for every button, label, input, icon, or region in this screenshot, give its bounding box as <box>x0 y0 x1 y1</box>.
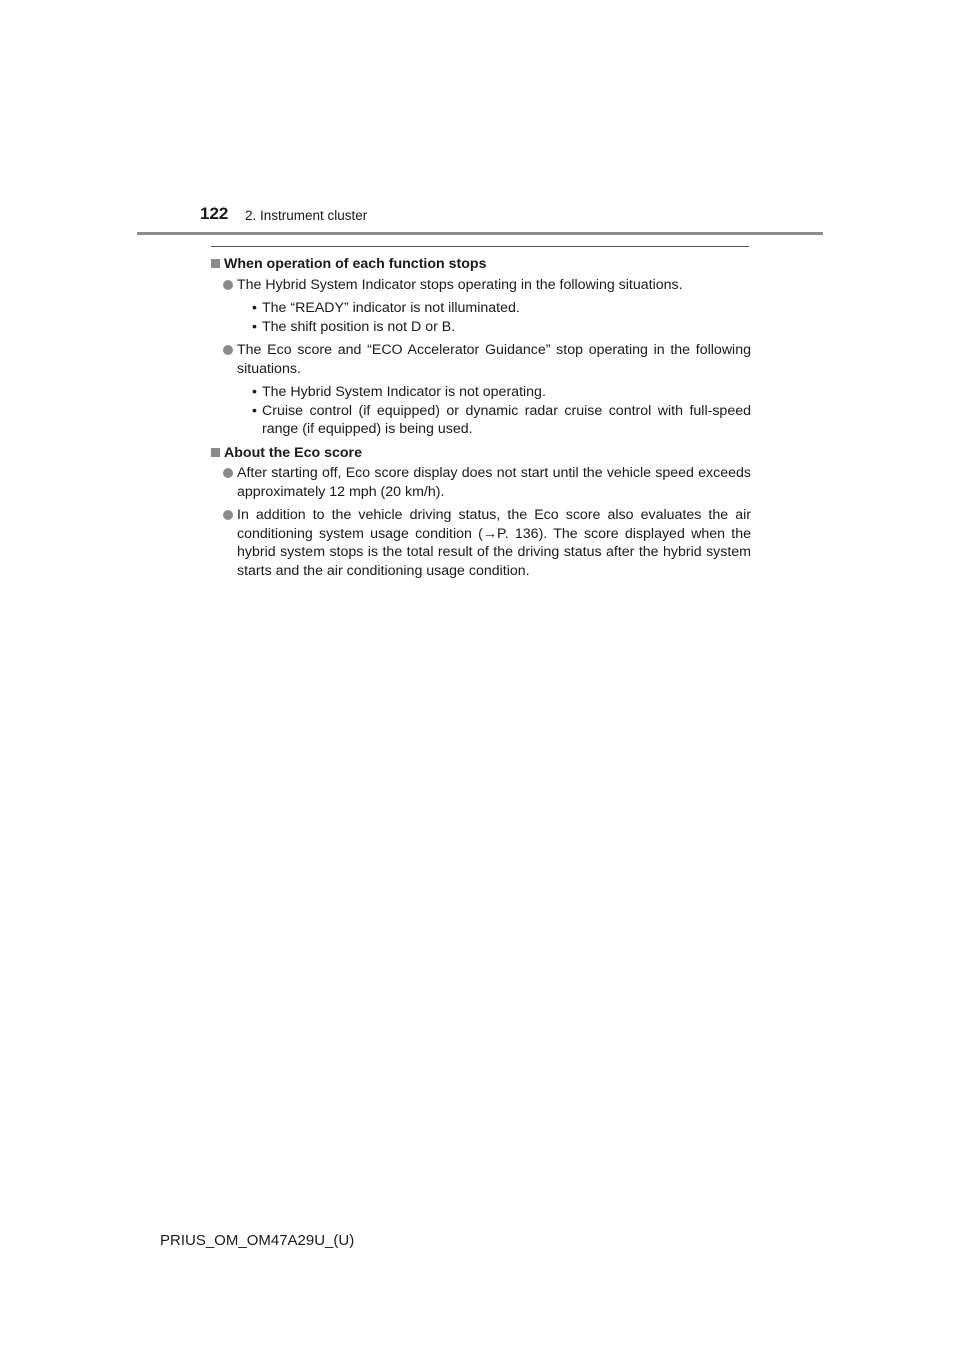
sub-list-item-text: The shift position is not D or B. <box>262 318 456 335</box>
sub-list-item-text: Cruise control (if equipped) or dynamic radar cruise control with full-speed range (if equipped) is being used. <box>262 402 751 437</box>
header-rule <box>137 232 823 235</box>
section-heading <box>211 444 751 463</box>
list-item-text: After starting off, Eco score display does not start until the vehicle speed exceeds approximately 12 mph (20 km/h). <box>237 465 751 500</box>
square-bullet-icon <box>211 448 220 457</box>
dot-marker-icon: • <box>252 402 257 419</box>
dot-marker-icon: • <box>252 384 257 400</box>
sub-list-item-text: The Hybrid System Indicator is not operating. <box>262 384 546 400</box>
circle-bullet-icon <box>223 345 233 355</box>
list-item-text: The Hybrid System Indicator stops operating in the following situations. <box>237 276 683 293</box>
page-number: 122 <box>200 204 229 223</box>
content-body <box>211 255 751 585</box>
document-code: PRIUS_OM_OM47A29U_(U) <box>160 1232 355 1249</box>
dot-marker-icon: • <box>252 318 257 335</box>
dot-marker-icon: • <box>252 300 257 316</box>
sub-list-item <box>211 299 751 318</box>
square-bullet-icon <box>211 259 220 268</box>
section-heading-text: When operation of each function stops <box>224 256 487 272</box>
list-item-text: The Eco score and “ECO Accelerator Guidance” stop operating in the following situations. <box>237 342 751 377</box>
sub-list-item <box>211 318 751 337</box>
section-heading <box>211 255 751 274</box>
section-heading-text: About the Eco score <box>224 444 362 461</box>
list-item <box>211 341 751 378</box>
circle-bullet-icon <box>223 280 233 290</box>
section-title: 2. Instrument cluster <box>245 208 368 223</box>
list-item <box>211 464 751 501</box>
content-rule <box>211 246 749 247</box>
list-item <box>211 506 751 580</box>
circle-bullet-icon <box>223 468 233 478</box>
list-item <box>211 276 751 295</box>
sub-list <box>211 299 751 336</box>
sub-list <box>211 383 751 439</box>
sub-list-item-text: The “READY” indicator is not illuminated. <box>262 300 520 316</box>
sub-list-item <box>211 402 751 439</box>
sub-list-item <box>211 383 751 402</box>
list-item-text: In addition to the vehicle driving status, the Eco score also evaluates the air conditioning system usage condition (→P. 136). The score displayed when the hybrid system stops is the total result of the driving status after the hybrid system starts and the air conditioning usage condition. <box>237 507 751 579</box>
circle-bullet-icon <box>223 510 233 520</box>
